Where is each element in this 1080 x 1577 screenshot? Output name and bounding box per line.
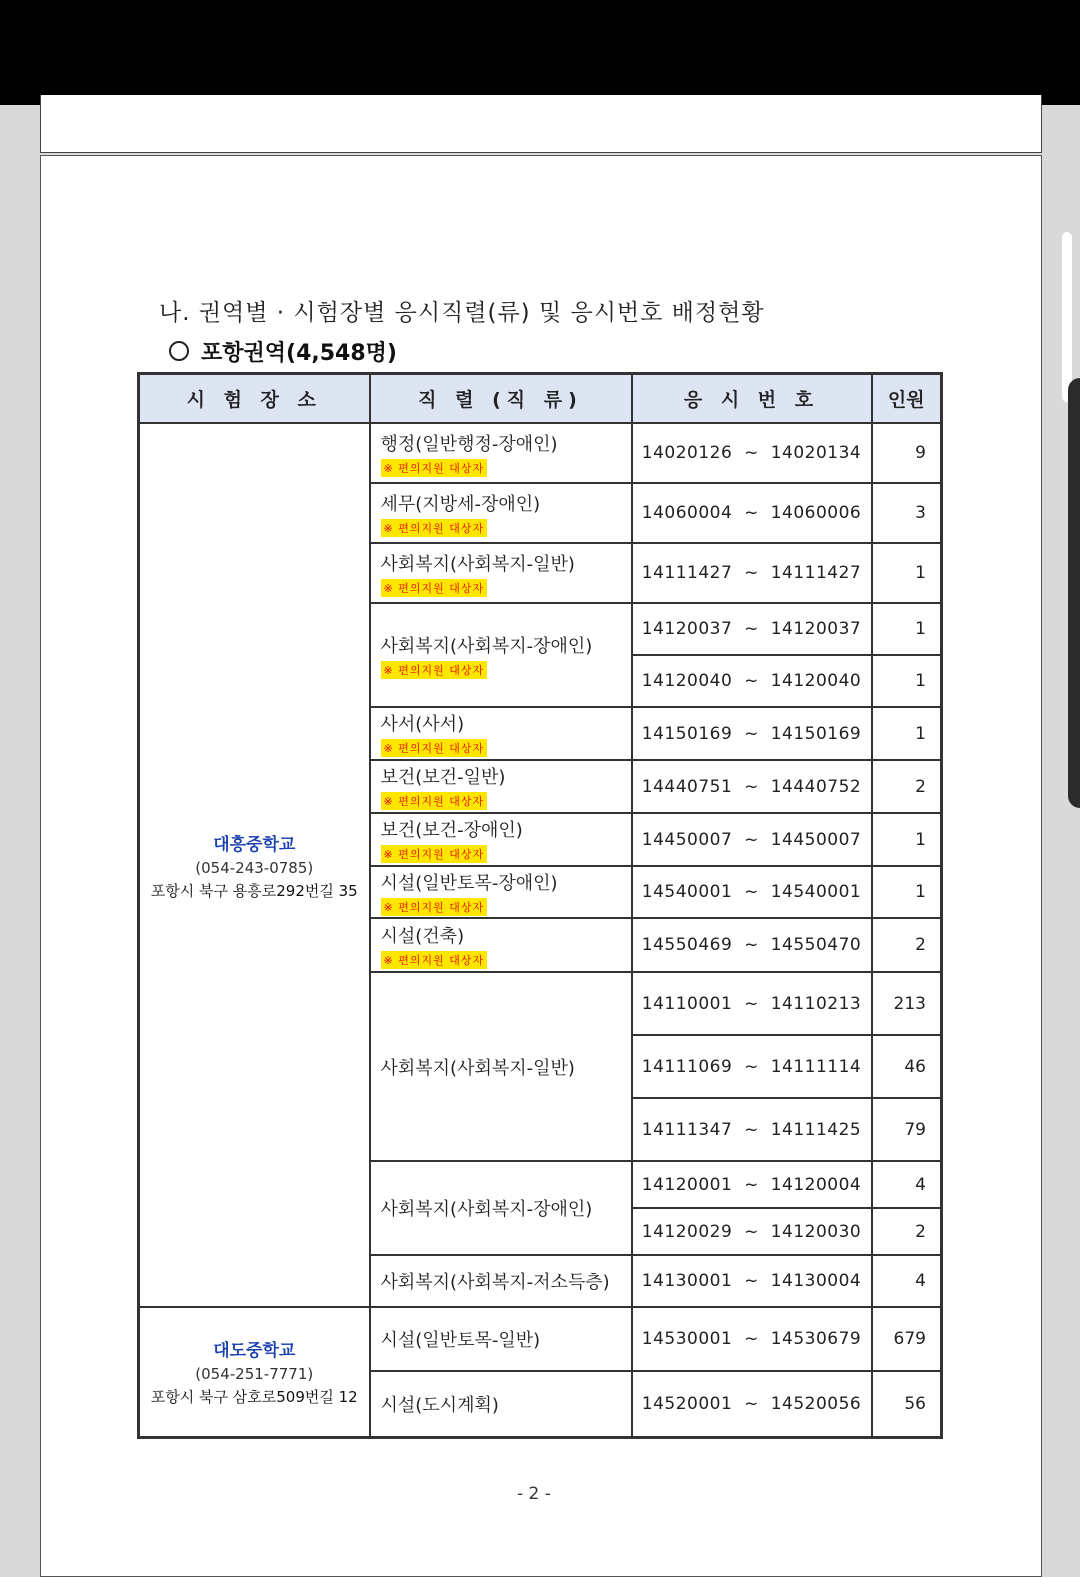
- document-page: [40, 155, 1042, 1577]
- count-cell: 3: [872, 483, 942, 543]
- job-label: 시설(일반토목-일반): [380, 1330, 541, 1351]
- job-cell: [370, 543, 632, 603]
- number-range: 14530001 ~ 14530679: [632, 1307, 872, 1371]
- count-cell: 1: [872, 655, 942, 707]
- count-cell: 2: [872, 918, 942, 972]
- region-heading: [169, 336, 397, 367]
- page-number: - 2 -: [517, 1484, 551, 1504]
- scroll-handle[interactable]: [1068, 378, 1080, 808]
- count-cell: 2: [872, 1208, 942, 1255]
- region-heading-text: 포항권역(4,548명): [201, 341, 397, 366]
- job-cell: [370, 972, 632, 1161]
- number-range: 14550469 ~ 14550470: [632, 918, 872, 972]
- circle-bullet-icon: [169, 341, 189, 361]
- number-range: 14120001 ~ 14120004: [632, 1161, 872, 1208]
- job-cell: [370, 760, 632, 813]
- place-cell: [139, 423, 370, 1307]
- job-cell: [370, 1255, 632, 1307]
- school-phone: (054-251-7771): [195, 1365, 314, 1384]
- number-range: 14111427 ~ 14111427: [632, 543, 872, 603]
- support-note: ※ 편의지원 대상자: [381, 459, 488, 477]
- number-range: 14540001 ~ 14540001: [632, 866, 872, 918]
- job-label: 사회복지(사회복지-장애인): [380, 1199, 593, 1220]
- number-range: 14060004 ~ 14060006: [632, 483, 872, 543]
- job-label: 시설(일반토목-장애인): [380, 872, 558, 894]
- section-heading: 나. 권역별 · 시험장별 응시직렬(류) 및 응시번호 배정현황: [159, 300, 765, 326]
- job-label: 행정(일반행정-장애인): [380, 433, 558, 455]
- support-note: ※ 편의지원 대상자: [381, 739, 488, 757]
- count-cell: 213: [872, 972, 942, 1035]
- place-cell: [139, 1307, 370, 1437]
- count-cell: 46: [872, 1035, 942, 1098]
- job-cell: [370, 866, 632, 918]
- school-name: 대흥중학교: [213, 834, 296, 855]
- number-range: 14111347 ~ 14111425: [632, 1098, 872, 1161]
- number-range: 14120029 ~ 14120030: [632, 1208, 872, 1255]
- school-phone: (054-243-0785): [195, 858, 314, 877]
- count-cell: 1: [872, 707, 942, 760]
- status-bar: [0, 0, 1080, 105]
- count-cell: 1: [872, 603, 942, 655]
- number-range: 14150169 ~ 14150169: [632, 707, 872, 760]
- job-cell: [370, 1307, 632, 1371]
- support-note: ※ 편의지원 대상자: [381, 519, 488, 537]
- number-range: 14130001 ~ 14130004: [632, 1255, 872, 1307]
- job-cell: [370, 603, 632, 707]
- count-cell: 4: [872, 1161, 942, 1208]
- job-label: 사회복지(사회복지-저소득층): [380, 1272, 610, 1293]
- job-cell: [370, 707, 632, 760]
- table-header-row: [139, 374, 942, 424]
- job-cell: [370, 1371, 632, 1437]
- header-place: 시 험 장 소: [139, 374, 370, 424]
- support-note: ※ 편의지원 대상자: [381, 951, 488, 969]
- header-count: 인원: [872, 374, 942, 424]
- support-note: ※ 편의지원 대상자: [381, 845, 488, 863]
- job-label: 보건(보건-일반): [380, 767, 506, 788]
- job-label: 세무(지방세-장애인): [380, 493, 541, 515]
- number-range: 14520001 ~ 14520056: [632, 1371, 872, 1437]
- job-label: 사회복지(사회복지-장애인): [380, 635, 593, 657]
- count-cell: 79: [872, 1098, 942, 1161]
- support-note: ※ 편의지원 대상자: [381, 792, 488, 810]
- job-label: 시설(도시계획): [380, 1394, 499, 1416]
- number-range: 14450007 ~ 14450007: [632, 813, 872, 866]
- job-cell: [370, 423, 632, 483]
- support-note: ※ 편의지원 대상자: [381, 579, 488, 597]
- job-label: 보건(보건-장애인): [380, 820, 523, 841]
- previous-page-bottom: [40, 95, 1042, 153]
- assignment-table: [137, 372, 943, 1439]
- count-cell: 2: [872, 760, 942, 813]
- job-cell: [370, 1161, 632, 1255]
- job-label: 시설(건축): [380, 925, 465, 947]
- count-cell: 4: [872, 1255, 942, 1307]
- count-cell: 679: [872, 1307, 942, 1371]
- job-label: 사회복지(사회복지-일반): [380, 1057, 575, 1079]
- school-name: 대도중학교: [213, 1341, 296, 1362]
- number-range: 14020126 ~ 14020134: [632, 423, 872, 483]
- count-cell: 1: [872, 866, 942, 918]
- table-row: [139, 423, 942, 483]
- number-range: 14120037 ~ 14120037: [632, 603, 872, 655]
- number-range: 14440751 ~ 14440752: [632, 760, 872, 813]
- job-cell: [370, 813, 632, 866]
- number-range: 14120040 ~ 14120040: [632, 655, 872, 707]
- number-range: 14111069 ~ 14111114: [632, 1035, 872, 1098]
- count-cell: 56: [872, 1371, 942, 1437]
- count-cell: 1: [872, 813, 942, 866]
- school-address: 포항시 북구 삼호로509번길 12: [150, 1388, 358, 1407]
- job-cell: [370, 483, 632, 543]
- job-cell: [370, 918, 632, 972]
- school-address: 포항시 북구 용흥로292번길 35: [150, 881, 358, 900]
- count-cell: 9: [872, 423, 942, 483]
- table-row: [139, 1307, 942, 1371]
- scrollbar-track[interactable]: [1062, 232, 1072, 402]
- job-label: 사회복지(사회복지-일반): [380, 553, 575, 575]
- count-cell: 1: [872, 543, 942, 603]
- job-label: 사서(사서): [380, 714, 465, 735]
- number-range: 14110001 ~ 14110213: [632, 972, 872, 1035]
- support-note: ※ 편의지원 대상자: [381, 898, 488, 916]
- header-job: 직 렬 (직 류): [370, 374, 632, 424]
- header-number: 응 시 번 호: [632, 374, 872, 424]
- support-note: ※ 편의지원 대상자: [381, 661, 488, 679]
